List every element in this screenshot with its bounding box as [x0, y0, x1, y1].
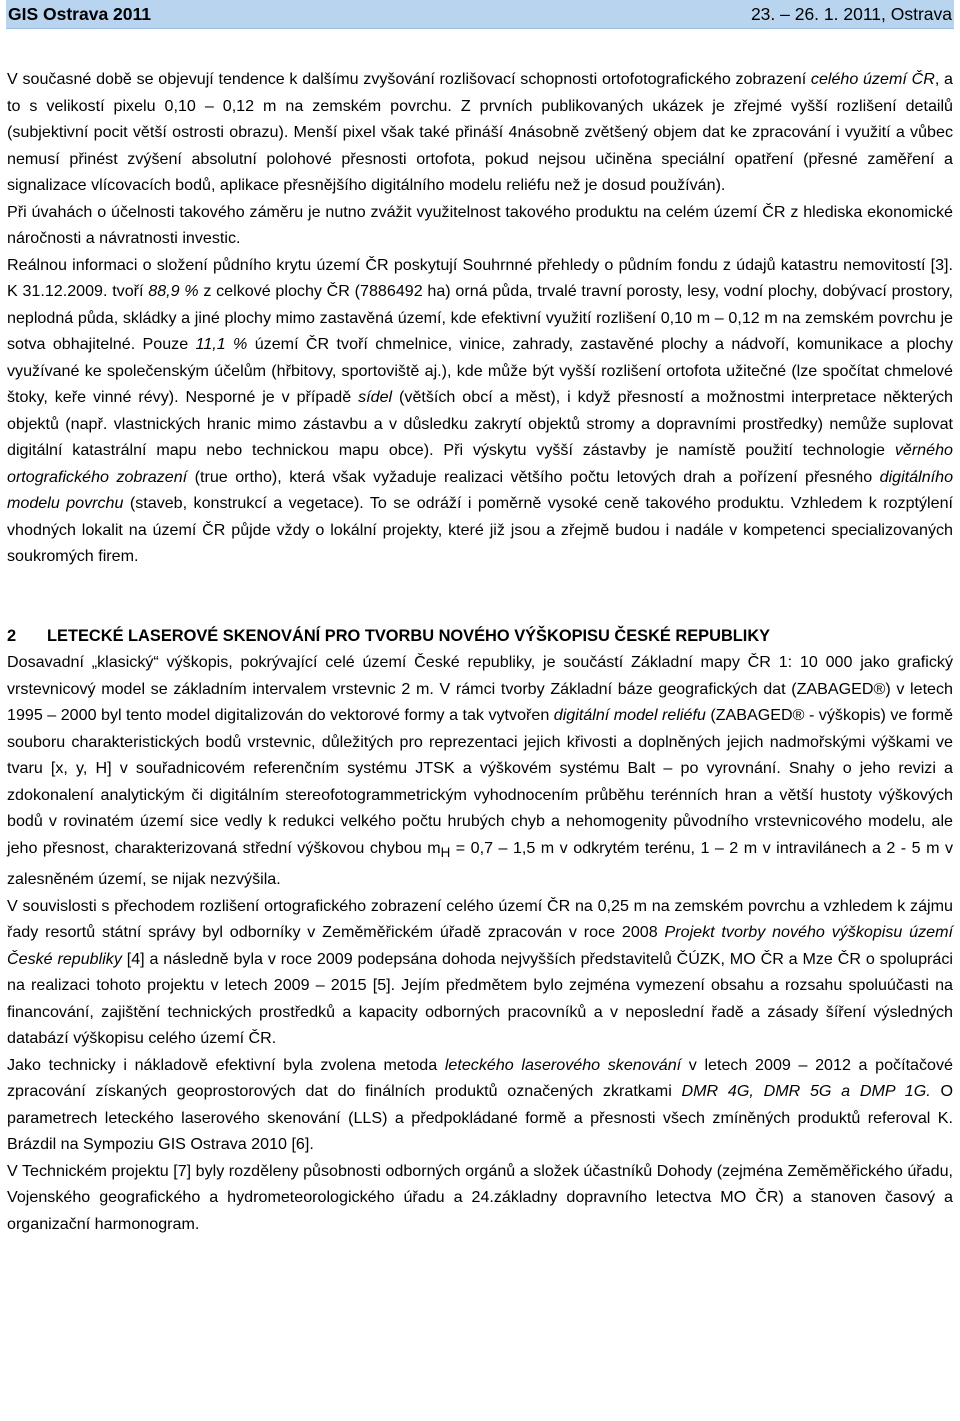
text-segment: (ZABAGED® - výškopis) ve formě souboru charakteristických bodů vrstevnic, důležitých pro reprezentaci jejich křivosti a doplněných jejich nadmořskými výškami ve tvaru [x, y, H] v souřadnicovém referenčním systému JTSK a výškovém systému Balt – po vyrovnání. Snahy o jeho revizi a zdokonalení analytickým či digitálním stereofotogrammetrickým vyhodnocením průběhu terénních hran a větší hustoty výškových bodů v rovinatém území sice vedly k redukci velkého počtu hrubých chyb a nehomogenity původního vrstevnicového modelu, ale jeho přesnost, charakterizovaná střední výškovou chybou m: [7, 706, 953, 857]
italic-text: sídel: [358, 388, 393, 406]
italic-text: celého území ČR: [810, 70, 935, 88]
text-segment: (true ortho), která však vyžaduje realizaci většího počtu letových drah a pořízení přesného: [187, 467, 880, 486]
section-number: 2: [7, 626, 17, 645]
text-segment: V současné době se objevují tendence k dalšímu zvyšování rozlišovací schopnosti ortofotografického zobrazení: [7, 70, 811, 88]
header-date-location: 23. – 26. 1. 2011, Ostrava: [750, 3, 952, 24]
text-segment: z celkové plochy ČR (7886492 ha) orná půda, trvalé travní porosty, lesy, vodní plochy, dobývací prostory, neplodná půda, skládky a jiné plochy mimo zastavěná území, kde efektivní využití rozlišení 0,10 m – 0,12 m na zemském povrchu je sotva obhajitelné. Pouze: [7, 282, 954, 353]
text-segment: Jako technicky i nákladově efektivní byla zvolena metoda: [7, 1055, 445, 1074]
text-segment: O parametrech leteckého laserového skenování (LLS) a předpokládané formě a přesnosti všech zmíněných produktů referoval K. Brázdil na Sympoziu GIS Ostrava 2010 [6].: [7, 1082, 953, 1154]
text-segment: [4] a následně byla v roce 2009 podepsána dohoda nejvyšších představitelů ČÚZK, MO ČR a Mze ČR o spolupráci na realizaci tohoto projektu v letech 2009 – 2015 [5]. Jejím předmětem bylo zejména vymezení obsahu a rozsahu spoluúčasti na financování, zajištění technických prostředků a kapacity odborných pracovníků a v neposlední řadě a zásady šíření výsledných databází výškopisu celého území ČR.: [7, 949, 953, 1048]
italic-text: 11,1 %: [195, 335, 248, 353]
text-segment: (staveb, konstrukcí a vegetace). To se odráží i poměrně vysoké ceně takového produktu. Vzhledem k rozptýlení vhodných lokalit na území ČR půjde vždy o lokální projekty, které již jsou a zřejmě budou i nadále v kompetenci specializovaných soukromých firem.: [7, 494, 953, 565]
section-title: LETECKÉ LASEROVÉ SKENOVÁNÍ PRO TVORBU NOVÉHO VÝŠKOPISU ČESKÉ REPUBLIKY: [47, 626, 771, 645]
italic-text: leteckého laserového skenování: [444, 1055, 682, 1074]
article-body: [7, 66, 953, 1237]
text-segment: Reálnou informaci o složení půdního krytu území ČR poskytují Souhrnné přehledy o půdním fondu z údajů katastru nemovitostí [3]. K 31.12.2009. tvoří: [7, 255, 953, 300]
bottom-paragraphs: [7, 649, 953, 1237]
paragraph-p4: [7, 649, 953, 893]
text-segment: Při úvahách o účelnosti takového záměru je nutno zvážit využitelnost takového produktu na celém území ČR z hlediska ekonomické náročnosti a návratnosti investic.: [7, 202, 953, 247]
italic-text: digitálního modelu povrchu: [7, 467, 954, 512]
text-segment: území ČR tvoří chmelnice, vinice, zahrady, zastavěné plochy a nádvoří, komunikace a plochy využívané ke společenským účelům (hřbitovy, sportoviště aj.), kde může být vyšší rozlišení ortofota užitečné (lze spočítat chmelové štoky, keře vinné révy). Nesporné je v případě: [7, 335, 953, 406]
text-segment: (větších obcí a měst), i když přesností a možnostmi interpretace některých objektů (např. vlastnických hranic mimo zástavbu a v důsledku zakrytí objektů stromy a dopravními prostředky) nemůže suplovat digitální katastrální mapu nebo technickou mapu obce). Při výskytu vyšší zástavby je namístě použití technologie: [7, 388, 953, 459]
italic-text: DMR 4G, DMR 5G a DMP 1G.: [681, 1082, 931, 1101]
text-segment: V Technickém projektu [7] byly rozděleny působnosti odborných orgánů a složek účastníků Dohody (zejména Zeměměřického úřadu, Vojenského geografického a hydrometeorologického úřadu a 24.základny dopravního letectva MO ČR) a stanoven časový a organizační harmonogram.: [7, 1161, 953, 1233]
paragraph-p1: [7, 66, 953, 199]
text-segment: , a to s velikostí pixelu 0,10 – 0,12 m na zemském povrchu. Z prvních publikovaných ukázek je zřejmé vyšší rozlišení detailů (subjektivní pocit větší ostrosti obrazu). Menší pixel však také přináší 4násobně zvětšený objem dat ke zpracování i využití a vůbec nemusí přinést zvýšení absolutní polohové přesnosti ortofota, pokud nejsou učiněna speciální opatření (přesné zaměření a signalizace vlícovacích bodů, aplikace přesnějšího digitálního modelu reliéfu než je dosud používán).: [7, 70, 953, 194]
text-segment: = 0,7 – 1,5 m v odkrytém terénu, 1 – 2 m v intravilánech a 2 - 5 m v zalesněném území, se nijak nezvýšila.: [7, 838, 953, 889]
paragraph-p2: [7, 199, 953, 252]
italic-text: 88,9 %: [148, 282, 199, 300]
paragraph-p5: [7, 893, 953, 1052]
top-paragraphs: [7, 66, 953, 570]
paragraph-p6: [7, 1052, 953, 1158]
header-conference-title: GIS Ostrava 2011: [8, 3, 152, 24]
section-spacer: [7, 570, 953, 623]
page-header: [6, 0, 954, 29]
section-heading: [7, 623, 953, 650]
italic-text: digitální model reliéfu: [553, 706, 706, 724]
subscript-text: H: [440, 844, 451, 860]
text-segment: v letech 2009 – 2012 a počítačové zpracování získaných geoprostorových dat do finálních produktů označených zkratkami: [7, 1055, 953, 1101]
text-segment: Dosavadní „klasický“ výškopis, pokrývající celé území České republiky, je součástí Základní mapy ČR 1: 10 000 jako grafický vrstevnicový model se základním intervalem vrstevnic 2 m. V rámci tvorby Základní báze geografických dat (ZABAGED®) v letech 1995 – 2000 byl tento model digitalizován do vektorové formy a tak vytvořen: [7, 653, 953, 724]
text-segment: V souvislosti s přechodem rozlišení ortografického zobrazení celého území ČR na 0,25 m na zemském povrchu a vzhledem k zájmu řady resortů státní správy byl odborníky v Zeměměřickém úřadě zpracován v roce 2008: [7, 896, 953, 942]
paragraph-p7: [7, 1158, 953, 1238]
paragraph-p3: [7, 252, 953, 570]
italic-text: Projekt tvorby nového výškopisu území České republiky: [7, 923, 953, 968]
italic-text: věrného ortografického zobrazení: [7, 441, 953, 486]
